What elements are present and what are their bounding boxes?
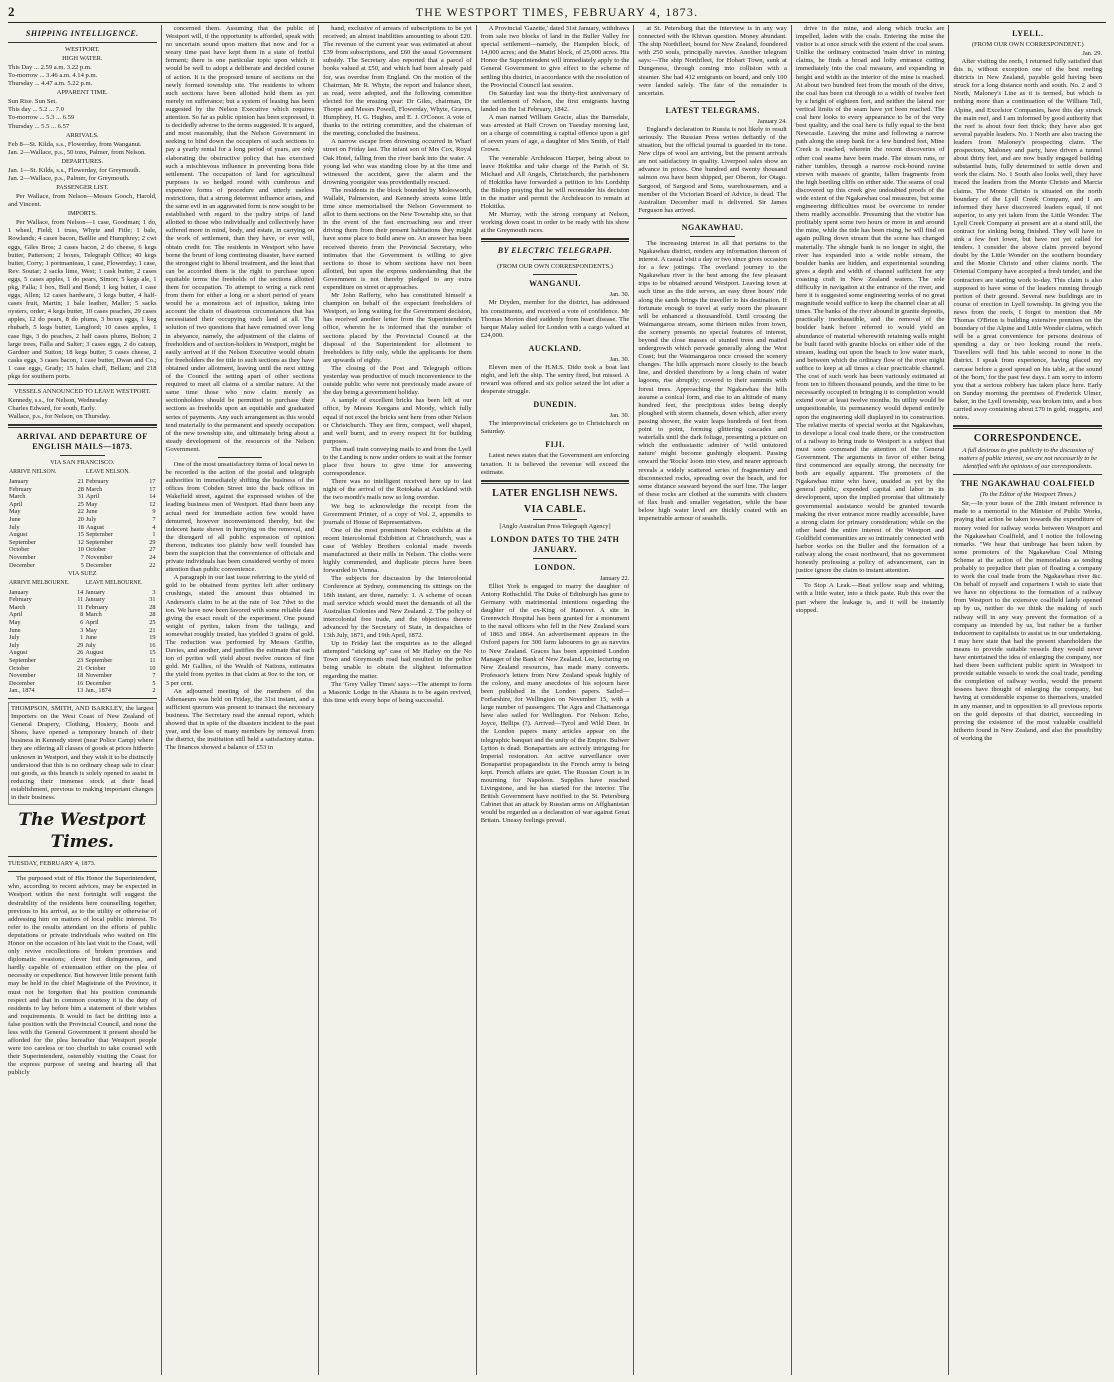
mail-cell: May: [9, 508, 21, 516]
mail-cell: September: [85, 657, 113, 665]
mail-cell: 17: [149, 477, 156, 485]
mail-cell: 9: [152, 508, 156, 516]
mail-cell: November: [9, 553, 36, 561]
departures-heading: DEPARTURES.: [61, 157, 104, 165]
shipping-heading: SHIPPING INTELLIGENCE.: [25, 29, 139, 38]
latest-telegrams-text: England's declaration to Russia is not likely to result seriously. The Russian Press writes defiantly of the situation, but the official journal is guarded in its tone. New clips of wool are arriving, but the present arrivals are not satisfactory in quality. Liverpool sales show an advance in prices. One hundred and twenty thousand salmon ova have been shipped, per Oberon, for Otago. Sargood, of Sargood and Sons, warehousemen, and a member of the Victorian Board of Advice, is dead. The Australian December mail is delivered. Sir James Ferguson has arrived.: [638, 125, 787, 214]
telegraph-subheading: (FROM OUR OWN CORRESPONDENTS.): [497, 263, 613, 271]
mail-cell: 28: [149, 603, 156, 611]
mail-cell: 14: [149, 493, 156, 501]
mail-cell: 16: [77, 679, 84, 687]
mail-row: [8, 493, 157, 501]
mail-cell: 19: [149, 634, 156, 642]
mail-cell: July: [9, 523, 20, 531]
wanganui-date: Jan. 30.: [609, 291, 630, 299]
column-5: [633, 25, 791, 1375]
london-text: Elliot York is engaged to marry the daughter of Antony Rothschild. The Duke of Edinburgh has gone to Germany with matrimonial intentions regarding the daughter of the ex-King of Hanover. A site in Greenwich Hospital has been granted for a monument to the naval officers who fell in the New Zealand wars of 1863 and 1864. An advertisement appears in the Oxford papers for 300 farm labourers to go as navvies to New Zealand. Graces has been appointed London Manager of the Bank of New Zealand. Lee, lecturing on New Zealand resources, has made many converts. Professor's letters from New Zealand speak highly of the colony, and many anecdotes of his sojourn have been published in the London papers. Sailed—Forfarshire, for Wellington on November 15, with a large number of passengers. The Agra and Chattanooga have also sailed for Wellington. For Nelson: Echo, Joyce, Hellips (?). Arrived—Tyrol and Wild Deer. In the London papers many articles appear on the telegraphic banquet and the unity of the Empire. Bulwer Lytton is dead. Bonapartists are actively intriguing for Imperial restoration. An active surveillance over Bonapartist propagandists in the French army is being kept. French affairs are quiet. The Russian Court is in mourning for Napoleon. Supplies have reached Livingstone, and he has started for the interior. The British Government have notified to the St. Petersburg Cabinet that an attack by Russian arms on Affghanistan would be regarded as a declaration of war against Great Britain. Uneasy feelings prevail.: [480, 582, 630, 825]
column-7: [948, 25, 1106, 1375]
dunedin-date: Jan. 30.: [609, 412, 630, 420]
mail-cell: 1: [152, 531, 156, 539]
mail-cell: October: [85, 546, 107, 554]
mail-row: [8, 589, 157, 597]
advert-text: THOMPSON, SMITH, AND BARKLEY, the largest Importers on the West Coast of New Zealand of General Drapery, Clothing, Hosiery, Boots and Shoes, have opened a temporary branch of their business in Kennedy street (near Police Camp) where they are offering all classes of goods at prices hitherto unknown in Westport, and they wish it to be distinctly understood that this is no ordinary cheap sale to clear out goods, as this branch is solely opened to assist in reducing their immense stock at their head establishment, previous to making important changes in their business.: [11, 705, 154, 802]
article-post-closing: The closing of the Post and Telegraph offices yesterday was productive of much inconvenience to the outside public who were not previously made aware of the day being a government holiday.: [323, 364, 472, 397]
mail-cell: 3: [152, 588, 156, 596]
article-rafferty: Mr John Rafferty, who has constituted himself a champion on behalf of the expectant freeholders of Westport, so long waiting for the Government decision, has received another letter from the Superintendent's office, wherein he is informed that the number of sections placed by the Provincial Council at the disposal of the Superintendent for allotment to freeholders is fifty only, while the applicants for them are upwards of eighty.: [323, 292, 472, 364]
article-tenure: concerned them. Assuming that the public of Westport will, if the opportunity is afforded, speak with no uncertain sound upon matters that now and for a weary time past have kept them in a state of fretful ferment; there is one particular topic upon which it would be well to adopt a deliberate and decided course of action. It is the proposed tenure of sections on the newly formed township site. The residents to whom such sections have been allotted hold them as yet merely on sufferance; but a system of leasing has been suggested by the Nelson Executive which requires attention. So far as public opinion has been expressed, it is decidedly adverse to the terms suggested. It is argued, and most reasonably, that the Nelson Government in seeking to bind down the occupiers of such sections to pay a yearly rental for a long period of years, are only elaborating the obstructive policy that has exercised such a mischievous influence in preventing bona fide settlement. The occupation of land for agricultural purposes is so hedged round with cumbrous and expensive forms of procedure and utterly useless restrictions, that a strong deterrent influence arises, and the same evil in an aggravated form is now sought to be established with regard to the paltry strips of land allotted to those who individually and collectively have suffered more in mind, body, and estate, in carrying on the work of settlement, than they have, or ever will, obtain credit for. The residents in Westport who have borne the brunt of long continuing disaster, have earned the strongest right to liberal treatment, and the least that can be accorded them is the right to purchase upon equitable terms the freeholds of the sections allotted them for occupation. To attempt to wring a rack rent from them for either a long or a short period of years would be a monstrous act of injustice, taking into account the chain of disastrous circumstances that has necessitated their occupying such land at all. The solution of two questions that have remained over long in abeyance, namely, the adjustment of the claims of freeholders and of section-holders in Westport, might be easily arrived at if the Nelson Executive would obtain for freeholders the fee title to such sections as they have obtained under allotment, leaving until the next sitting of the Council the setting apart of other sections required to meet all claims of a similar nature. At the same time those who now claim merely as sectionholders should be permitted to purchase their sections as freeholds upon an equitable and graduated series of payments. Any such arrangement as this would tend materially to the permanent and speedy occupation of the new township site, and ultimately bring about a steady development of the resources of the Nelson Government.: [165, 25, 315, 453]
mail-row: [8, 596, 157, 604]
wanganui-heading: WANGANUI.: [529, 279, 581, 289]
mail-cell: March: [9, 603, 26, 611]
article-pyrites: A paragraph in our last issue referring to the yield of gold to be obtained from pyrites left after ordinary crushings, stated the amount thus obtained in Anderson's claim to be at the rate of 1oz 7dwt to the ton. We have now been favored with some reliable data giving the exact result of the experiment. One pound weight of pyrites, taken from the tailings, and somewhat roughly treated, has yielded 3 grains of gold. The reduction was performed by Messrs Griffin, Davies, and another, and justifies the estimate that each ton of pyrites will yield about twelve ounces of fine gold. Mr Gallies, of the Wealth of Nations, estimates the yield from pyrites in that claim at 9oz to the ton, or 3 per cent.: [165, 574, 315, 687]
departures-text: Jan. 1—St. Kilds, s.s., Flowerday, for Greymouth. Jan. 2—Wallace, p.s., Palmer, for Greymouth.: [8, 166, 141, 182]
ngakawhau-heading: NGAKAWHAU.: [681, 222, 744, 232]
newspaper-title-date: THE WESTPORT TIMES, FEBRUARY 4, 1873.: [415, 5, 699, 19]
mail-cell: December: [85, 679, 112, 687]
column-4: [476, 25, 634, 1375]
mail-cell: February: [85, 477, 109, 485]
mail-cell: 5: [80, 561, 84, 569]
column-6: [791, 25, 949, 1375]
sf-col-arrive: ARRIVE NELSON.: [9, 469, 57, 476]
mail-cell: 22: [149, 561, 156, 569]
mail-cell: August: [85, 649, 104, 657]
mail-cell: 20: [77, 515, 84, 523]
mail-cell: 28: [77, 485, 84, 493]
article-bricks: A sample of excellent bricks has been left at our office, by Messrs Keegans and Moody, which fully equal if not excel the bricks sent here from other Nelson or Christchurch. They are firm, compact, well shaped, and well burnt, and in every respect fit for building purposes.: [323, 397, 472, 445]
mail-cell: 11: [149, 657, 156, 665]
mail-row: [8, 554, 157, 562]
wanganui-text: Mr Dryden, member for the district, has addressed his constituents, and received a vote of confidence. Mr Thomas Morton died suddenly from heart disease. The barque Malay sailed for London with a cargo valued at £24,000.: [480, 299, 630, 339]
mail-cell: 15: [149, 649, 156, 657]
column-1: [8, 25, 161, 1375]
correspondence-note: A full desirous to give publicity to the discussion of matters of public interest, we are not necessarily to be identified with the opinions of our correspondents.: [958, 447, 1097, 471]
fiji-text: Latest news states that the Government are enforcing taxation. It is believed the revenue will exceed the estimate.: [480, 452, 630, 476]
mail-cell: August: [9, 531, 28, 539]
article-masonic: The 'Grey Valley Times' says:—The attempt to form a Masonic Lodge in the Ahaura is to be again revived, this time with every hope of being successful.: [323, 680, 472, 704]
mail-row: [8, 486, 157, 494]
dunedin-heading: DUNEDIN.: [533, 400, 577, 410]
mail-cell: April: [85, 619, 99, 627]
paper-date: TUESDAY, FEBRUARY 4, 1873.: [8, 860, 96, 868]
mail-cell: January: [9, 588, 29, 596]
mail-cell: 21: [149, 626, 156, 634]
mail-cell: April: [85, 493, 100, 501]
auckland-date: Jan. 30.: [609, 355, 630, 363]
article-athenaeum: An adjourned meeting of the members of the Athenaeum was held on Friday, the 31st instant, and a sufficient quorum was present to transact the necessary business. The Secretary read the annual report, which showed that in spite of the disasters incident to the past year, and the loss of many members by removal from the district, the institution still held a satisfactory status. The finances showed a balance of £53 in: [165, 687, 315, 752]
mail-cell: December: [9, 561, 35, 569]
suez-col-arrive: ARRIVE MELBOURNE.: [9, 580, 70, 587]
mail-row: [8, 531, 157, 539]
mail-cell: 17: [149, 485, 156, 493]
mail-cell: 28: [149, 611, 156, 619]
mail-cell: April: [9, 611, 23, 619]
mail-cell: December: [9, 679, 35, 687]
mail-cell: April: [9, 500, 23, 508]
port-heading: WESTPORT.: [65, 46, 100, 53]
later-news-heading: LATER ENGLISH NEWS.: [492, 487, 618, 499]
thompson-smith-advert: [8, 702, 157, 805]
mail-cell: Jan., 1874: [9, 687, 35, 695]
mail-cell: October: [9, 546, 30, 554]
mail-cell: 7: [152, 672, 156, 680]
suez-col-leave: LEAVE MELBOURNE.: [85, 580, 143, 587]
auckland-text: Eleven men of the H.M.S. Dido took a boat last night, and left the ship. The sentry fired, but missed. A reward was offered and six police seized the lot after a desperate struggle.: [480, 363, 630, 396]
passenger-list-heading: PASSENGER LIST.: [56, 184, 109, 192]
article-drowning: A narrow escape from drowning occurred in Wharf street on Friday last. The infant son of Mrs Cox, Royal Oak Hotel, falling from the river bank into the water. A young lad who was standing close by at the time and witnessed the accident, gave the alarm and the drowning youngster was providentially rescued.: [323, 138, 472, 186]
latest-telegrams-heading: LATEST TELEGRAMS.: [665, 105, 760, 115]
mail-cell: Jan., 1874: [85, 687, 112, 695]
lyell-subheading: (FROM OUR OWN CORRESPONDENT.): [971, 41, 1084, 48]
vessels-heading: VESSELS ANNOUNCED TO LEAVE WESTPORT.: [14, 388, 151, 396]
mail-cell: 31: [77, 493, 84, 501]
mail-cell: June: [85, 508, 98, 516]
mail-cell: 27: [149, 546, 156, 554]
coalfield-subheading: (To the Editor of the Westport Times.): [979, 491, 1076, 499]
mail-cell: September: [85, 538, 113, 546]
mail-cell: 3: [80, 626, 84, 634]
mail-cell: 18: [77, 672, 84, 680]
mail-cell: 22: [77, 508, 84, 516]
mail-cell: January: [85, 588, 105, 596]
column-3: [318, 25, 476, 1375]
mail-cell: August: [85, 523, 105, 531]
mail-cell: 10: [77, 546, 84, 554]
auckland-heading: AUCKLAND.: [528, 343, 582, 353]
mail-row: [8, 672, 157, 680]
mail-cell: July: [9, 641, 20, 649]
mail-row: [8, 634, 157, 642]
arrivals-heading: ARRIVALS.: [65, 131, 99, 139]
article-rotokaha: There was no intelligent received here up to last night of the arrival of the Rotokaha at Auckland with the two month's mails now so long overdue.: [323, 478, 472, 502]
mail-cell: 21: [77, 477, 84, 485]
article-receipt: We beg to acknowledge the receipt from the Government Printer, of a copy of Vol. 2, appendix to journals of House of Representatives.: [323, 502, 472, 526]
ngakawhau-text: The increasing interest in all that pertains to the Ngakawhau district, renders any information thereon of interest. A casual visit a day or two since gives occasion for a few jottings. The overland journey to the Ngakawhau river is the best among the few pleasant trips to be obtained around Westport. Leaving town at such time as the tide serves, an easy three hours' ride along the sands brings the traveller to his destination. If fortunate enough to travel at early morn the pleasure will be enhanced a thousandfold. Until crossing the Waimangaroa stream, some thirteen miles from town, the scenery presents no special features of interest, beyond the close masses of stunted trees and matted undergrowth which pervade generally along the West Coast; but the Waimangaroa once crossed the scenery changes. The hills approach more closely to the beach line, and divided therefrom by a long chain of water lagoons, rise abruptly; covered to their summits with forest trees. Approaching the Ngakawhau the hills assume a conical form, and rise to an altitude of many hundred feet, the precipitous sides being deeply ploughed with storm channels, down which, after every passing shower, the water leaps hundreds of feet from point to point, forming glittering cascades and waterfalls until the dark foliage, presenting a picture on which the enthusiastic admirer of 'wild untutored nature' might become gushingly eloquent. Passing onward the 'Rocks' loom into view, and nearer approach reveals a widely scattered series of fragmentary and disconnected rocks, spreading over the beach, and for some distance seaward beyond the surf line. The larger of these rocks are clothed at the summits with clusters of flax bush and smaller vegetation, while the base below high water level are thickly coated with an impenetrable armour of seashells.: [638, 239, 787, 523]
mail-row: [8, 687, 157, 695]
arrivals-text: Feb 8—St. Kilda, s.s., Flowerday, from Wanganui. Jan. 2—Wallace, p.s., 50 tons, Palmer, from Nelson.: [8, 140, 146, 156]
mail-cell: 12: [77, 538, 84, 546]
via-cable-heading: VIA CABLE.: [523, 503, 587, 515]
mail-row: [8, 524, 157, 532]
article-sections: The residents in the block bounded by Molesworth, Wallabi, Palmerston, and Kennedy streets some little time since memorialised the Nelson Government to allot to them sections on the New Township site, so that in the event of the fast encroaching sea and river driving them from their present habitations they might have some place to build anew on. An answer has been received thereto from the Provincial Secretary, who intimates that the Government is willing to give sections to those to whom sections have not been allotted, but upon the express understanding that the Government is not thereby pledged to any extra expenditure on street or approaches.: [323, 186, 472, 291]
london-dates-heading: LONDON DATES TO THE 24TH JANUARY.: [490, 534, 620, 554]
mail-cell: February: [9, 596, 32, 604]
mail-cell: 1: [80, 634, 84, 642]
mail-cell: January: [9, 477, 29, 485]
mail-row: [8, 539, 157, 547]
telegraph-heading: BY ELECTRIC TELEGRAPH.: [497, 246, 613, 256]
mail-cell: July: [85, 515, 97, 523]
correspondence-heading: CORRESPONDENCE.: [973, 433, 1082, 445]
mail-cell: May: [85, 500, 98, 508]
mail-cell: September: [9, 538, 36, 546]
apparent-time-heading: APPARENT TIME.: [56, 89, 108, 97]
sf-col-leave: LEAVE NELSON.: [85, 469, 130, 476]
latest-telegrams-date: January 24.: [757, 117, 787, 125]
mail-row: [8, 649, 157, 657]
mail-row: [8, 627, 157, 635]
via-suez-heading: VIA SUEZ: [67, 570, 97, 578]
mail-cell: 4: [152, 523, 156, 531]
passenger-list-text: Per Wallace, from Nelson—Messrs Gooch, Harold, and Vincent.: [8, 193, 157, 209]
mail-cell: January: [85, 596, 105, 604]
mail-cell: February: [9, 485, 32, 493]
mail-cell: 7: [80, 553, 84, 561]
london-heading: LONDON.: [534, 562, 576, 572]
mail-cell: 14: [77, 588, 84, 596]
mail-cell: September: [85, 531, 113, 539]
mail-row: [8, 665, 157, 673]
mail-cell: 25: [77, 500, 84, 508]
article-mail-train: The mail train conveying mails to and from the Lyell to the Landing is now under orders to wait at the former place five hours to give time for answering correspondence.: [323, 445, 472, 478]
mail-row: [8, 516, 157, 524]
mail-cell: 29: [149, 538, 156, 546]
lyell-text: After visiting the reefs, I returned fully satisfied that this is, without exception one of the best reefing districts in New Zealand, payable gold having been struck for a long distance north and south. No. 2 and 3 North, Maloney's Line as it is termed, but which is nothing more than a continuation of the William Tell, Alpine, and Excelsior Companies, have this day struck the main reef, and I am informed by good authority that the reef is about four feet thick; they have also got several payable leaders. No. 1 North are also tracing the leaders from Maloney's prospecting claim. The prospectors, Maloney and party, have driven a tunnel about thirty feet, and are now busily engaged building substantial huts, fully determined to settle down and work the claim. No. 1 South also looks well, they have traced the leaders from the Monte Christo and Marcia claims. The Monte Christo is situated on the north boundary of the Lyell Creek Company, and I am informed they have discovered leaders equal, if not superior, to any yet taken from the Little Wonder. The Lyell Creek Company at present are at a stand still, the contract for sinking being finished. They will have to sink a few feet lower, but have not yet called for tenders. I consider the above claim proved beyond doubt by the Little Wonder on the southern boundary and the Monte Christo and other claims north. The Oriental Company have accepted a fresh tender, and the contractors are starting work to-day. This claim is also supposed to have some of the leaders running through portion of their ground. Several new buildings are in course of erection in Lyell township. In giving you the news from the reefs, I forgot to mention that Mr Thomas O'Brien is building extensive premises on the boundary of the Alpine and Little Wonder claims, which will be a great convenience for persons desirous of spending a day or two looking round the reefs. Travellers will find his table second to none in the district. I speak from experience, having placed my carcase before a good spread on his table, at the sound of the 'horn,' for the past few days. I am sorry to inform you that a serious robbery has taken place here. Early on Sunday morning the premises of Frederick Ulmer, baker, in the Lyell township, was broken into, and a box carried away containing about £70 in gold, nuggets, and notes.: [953, 58, 1103, 422]
mail-cell: 2: [152, 687, 156, 695]
mail-cell: October: [85, 664, 106, 672]
mail-row: [8, 619, 157, 627]
mail-cell: March: [85, 485, 103, 493]
article-anniversary: On Saturday last was the thirty-first anniversary of the settlement of Nelson, the first emigrants having landed on the 1st February, 1842.: [480, 89, 630, 113]
mail-cell: 11: [77, 596, 84, 604]
article-conference: The subjects for discussion by the Intercolonial Conference at Sydney, commencing its sittings on the 18th instant, are three, namely: 1. A scheme of ocean mail service which would meet the demands of all the Australian Colonies and New Zealand. 2. The policy of intercolonial free trade, and the objections thereto advanced by the Secretary of State, in despatches of 13th July, 1871, and 19th April, 1872.: [323, 575, 472, 640]
mail-row: [8, 680, 157, 688]
mail-cell: June: [9, 626, 21, 634]
mail-cell: 31: [149, 596, 156, 604]
apparent-times: Sun Rise. Sun Set. This day ... 5.2 ... 7.0 To-morrow ... 5.3 ... 6.59 Thursday ... 5.5 ... 6.57: [8, 98, 75, 130]
mail-cell: 18: [77, 523, 84, 531]
mail-row: [8, 546, 157, 554]
mail-cell: June: [9, 515, 21, 523]
mail-cell: March: [9, 493, 26, 501]
mail-cell: 12: [149, 500, 156, 508]
mail-cell: 11: [77, 603, 84, 611]
column-2: [161, 25, 319, 1375]
high-water-heading: HIGH WATER.: [62, 55, 103, 62]
lyell-date: Jan. 29.: [1082, 50, 1103, 57]
mail-cell: 23: [77, 657, 84, 665]
vessels-text: Kennedy, s.s., for Nelson, Wednesday Charles Edward, for south, Early. Wallace, p.s., for Nelson, on Thursday.: [8, 397, 111, 421]
mail-cell: 29: [77, 641, 84, 649]
via-sf-heading: VIA SAN FRANCISCO.: [50, 459, 115, 467]
coalfield-heading: THE NGAKAWHAU COALFIELD: [960, 479, 1096, 489]
mail-cell: February: [85, 603, 109, 611]
mail-cell: 25: [149, 619, 156, 627]
mail-cell: 5: [152, 679, 156, 687]
imports-heading: IMPORTS.: [67, 210, 97, 218]
fiji-heading: FIJI.: [545, 440, 565, 450]
mail-cell: 16: [149, 641, 156, 649]
suez-mail-table: [8, 579, 157, 695]
mail-cell: 10: [149, 664, 156, 672]
press-agency: [Anglo Australian Press Telegraph Agency]: [499, 522, 611, 530]
mail-cell: May: [85, 626, 97, 634]
mail-cell: 7: [152, 515, 156, 523]
mail-row: [8, 501, 157, 509]
mail-cell: 6: [80, 619, 84, 627]
mail-cell: 13: [77, 687, 84, 695]
mail-cell: August: [9, 649, 28, 657]
mail-cell: July: [9, 634, 20, 642]
article-arrest: A man named William Gracie, alias the Barnsdale, was arrested at Half Crown on Tuesday morning last, on a charge of committing a capital offence upon a girl of seven years of age, a daughter of Mrs Smith, of Half Crown.: [480, 114, 630, 154]
mail-cell: 21: [77, 664, 84, 672]
london-date: January 22.: [599, 574, 630, 582]
mail-cell: November: [9, 672, 36, 680]
mail-cell: September: [9, 657, 36, 665]
mail-cell: December: [85, 561, 112, 569]
article-archdeacon: The venerable Archdeacon Harper, being about to leave Hokitika and take charge of the Parish of St. Michael and All Angels, Christchurch, the parishoners of Hokitika have forwarded a petition to his Lordship the Bishop praying that he will reconsider his decision in the matter and permit the Archdeacon to remain at Hokitika.: [480, 154, 630, 211]
london-text-cont: at St. Petersburg that the interview is in any way connected with the Khivan question. Money abundant. The ship Northfleet, bound for New Zealand, foundered with 250 souls, principally navvies. Another telegram says:—The ship Northfleet, for Hobart Town, sunk at Dungeness, through coming into collision with a steamer. She had 412 emigrants on board, and only 100 were landed safely. The fate of the remainder is uncertain.: [638, 25, 787, 97]
coalfield-letter: Sir,—In your issue of the 28th instant reference is made to a memorial to the Minister of Public Works, praying that action be taken towards the expenditure of money voted for railway works between Westport and the Ngakawhau Coalfield, and I notice the following remarks. "We hear that umbrage has been taken by some promoters of the Ngakawhau Coal Mining Scheme at the action of the memorialists as tending probably to prejudice their plan of floating a company to work the coal trade from the Ngakawhau river &c. On behalf of myself and copartners I wish to state that we have no objections to the formation of a railway from Westport to the extensive coalfield lately opened up by us, neither do we think the making of such railway will in any way prevent the formation of a company as intended by us, but rather be a further inducement to capitalists to assist us in our undertaking. I may here state that had the present shareholders the means to provide suitable vessels they would never have entertained the idea of enlarging the company, nor had there been sufficient public spirit in Westport to provide suitable vessels to work the coal trade, pending the completion of railway works, would the present lessees have thought of enlarging the company, but having at considerable expense to themselves, unaided in any manner, and in opposition to all previous reports on the gold deposits of that district, succeeding in proving the existence of the most valuable coalfield hitherto found in New Zealand, and also the possibility of working the: [953, 500, 1103, 742]
article-tweeds: One of the most prominent Nelson exhibits at the recent Intercolonial Exhibition at Christchurch, was a case of Webley Brothers colonial made tweeds manufactured at their mills in Nelson. The cloths were highly commended, and duplicate pieces have been forwarded to Vienna.: [323, 526, 472, 575]
mail-cell: 8: [80, 611, 84, 619]
mail-row: [8, 611, 157, 619]
mail-row: [8, 508, 157, 516]
ngakawhau-text-cont: drive in the mine, and along which trucks are impelled, laden with the coals. Entering the mine the visitor is at once struck with the extent of the coal seam. Unlike the ordinary contracted 'main drive' in mining claims, he finds a broad and lofty entrance cutting immediately into the coal measure, and expanding in height and width as the interior of the mine is reached. At about two hundred feet from the mouth of the drive, the coal has been cut through to a width of twelve feet by a height of eighteen feet, and neither the lateral nor vertical limits of the seam have yet been reached. The coal here looks to every appearance to be of the very best quality, and the coal here is fully equal to the best Newcastle. Leaving the mine and following a narrow path along the steep bank for a few hundred feet, Mine Creek is reached, wherein the recent discoveries of other coal seams have been made. The stream runs, or rather tumbles, through a narrow rock-bound ravine strewn with masses of granite, fallen fragments from the high beetling cliffs on either side. The seams of coal discovered up this creek give undoubted proofs of the wide extent of the Ngakawhau coal measures, but some engineering difficulties must be overcome to render them readily accessible. Presuming that the visitor has profitably spent some two hours or more in and around the mine, while the tide has been rising, he will find on again pulling down stream that the scene has changed materially. The shingle bank is no longer in sight, the river has expanded into a wide noble stream, the boulder banks are hidden, and experimental sounding gives a depth and width of channel sufficient for any coasting craft in New Zealand waters. The sole difficulty in navigation at the entrance of the river, and here it is suggested some engineering works of no great magnitude would suffice to keep the channel clear at all times. The banks of the river abound in granite deposits, practically inexhaustible, and the removal of the boulder bank before referred to would yield an abundance of material wherewith retaining walls might be built faced with granite blocks on either side of the stream, leading out upon the beach to low water mark, and between which the ordinary flow of the river might suffice to keep at all times a clear practicable channel. The cost of such work has been variously estimated at from ten to fifteen thousand pounds, and the time to be necessarily occupied in bringing it to completion would extend over at least twelve months. Its utility would be unquestionable, its permanency would depend entirely upon the engineering skill displayed in its construction. The relative merits of special works at the Ngakawhau, to develope a local coal trade there, or the construction of a railway to bring trade to Westport is a subject that must soon command the attention of the General Government. The arguments in favor of either being first commenced are equally strong, the necessity for both are equally apparent. The promoters of the Ngakawhau mine who have, unaided as yet by the general public, expended capital and labor in its development, upon the implied promise that ultimately governmental assistance would be granted towards making the river entrance more readily accessible, have a strong claim for primary consideration; while on the other hand the entire interest of the Westport and Goldfield communities are so intimately connected with harbor works on the Buller and the formation of a railway along the coast northward, that no government honestly professing a policy of advancement, can in justice ignore the claim to instant attention.: [795, 25, 945, 575]
mail-cell: October: [9, 664, 30, 672]
dunedin-text: The interprovincial cricketers go to Christchurch on Saturday.: [480, 420, 630, 436]
mail-cell: May: [9, 619, 21, 627]
mails-heading: ARRIVAL AND DEPARTURE OF ENGLISH MAILS—1873.: [16, 432, 148, 452]
mail-cell: June: [85, 634, 97, 642]
mail-cell: March: [85, 611, 102, 619]
article-athenaeum-cont: hand, exclusive of arrears of subscriptions to be yet received; an almost inabilities amounting to about £20. The revenue of the current year was estimated at about £39 from subscriptions, and £60 the usual Government subsidy. The Secretary also reported that a parcel of books valued at £50, and which had been already paid for, was overdue from England. On the motion of the Chairman, Mr R. Whyte, the report and balance sheet, as read, were adopted, and the following committee elected for the ensuing year: Dr Giles, chairman, Dr Thorpe and Messrs Powell, Flowerday, Whyte, Graves, Humphrey, H. G. Hughes, and E. J. O'Conor. A vote of thanks to the retiring committee, and the chairman of the meeting, concluded the business.: [323, 25, 472, 138]
mail-cell: July: [85, 641, 96, 649]
article-sticking-up: Up to Friday last the enquiries as to the alleged attempted "sticking up" case of Mr Harley on the No Town and Greymouth road had resulted in the police being unable to obtain the slightest information regarding the matter.: [323, 640, 472, 680]
masthead: [8, 4, 1106, 23]
paper-title: The Westport Times.: [18, 810, 147, 853]
mail-row: [8, 562, 157, 570]
mail-row: [8, 478, 157, 486]
mail-cell: 24: [149, 553, 156, 561]
mail-cell: 26: [77, 649, 84, 657]
mail-cell: 15: [77, 531, 84, 539]
sf-mail-table: [8, 468, 157, 569]
mail-cell: November: [85, 553, 113, 561]
page-number: 2: [8, 4, 15, 19]
article-murray: Mr Murray, with the strong company at Nelson, working down coast in order to be ready with his show at the Greymouth races.: [480, 211, 630, 235]
article-postal: One of the most unsatisfactory items of local news to be recorded is the action of the postal and telegraph authorities in immediately shifting the business of the offices from Cobden Street into the back offices in Wakefield street, against the expressed wishes of the leading business men of Westport. Had there been any actual need for immediate action few would have demurred, however inconvenienced thereby, but the indecent haste shewn in hurrying on the removal, and the disregard of all public expression of opinion thereon, indicates too plainly how well founded has been the suspicion that the convenience of officials and private individuals has been considered worthy of more attention than public convenience.: [165, 460, 315, 574]
imports-text: Per Wallace, from Nelson—1 case, Goodman; 1 do, 1 wheel, Field; 1 truss, Whyte and Fitle; 1 bale, Rowlands; 4 cases bacon, Baillie and Humphrey; 2 cwt eggs, Giles Bros; 2 cases bacon, 2 do cheese, 6 kegs butter, Patterson; 2 boxes, Telegraph Office; 40 kegs butter, Corry; 1 portmanteau, 1 case, Flowerday; 1 case, Rev. Soutar; 2 sacks lime, West; 1 cask butter, 2 cases eggs, 5 cases apples, 1 do pears, Simon; 5 kegs ale, 1 pkg, Falla; 1 box, Bull and Bond; 1 keg butter, 1 case eggs, Allen; 12 cases hardware, 3 kegs butter, 4 half-cases fruit, Martin; 1 bale leather, Maller; 5 sacks oysters, order; 4 kegs butter, 10 cases peaches, 29 cases apples, 12 do pears, 8 do plums, 3 boxes eggs, 1 keg rhubarb, 5 kegs butter, Langford; 10 cases apples, 1 case figs, 3 do peaches, 2 half cases plums, Bolton; 2 large trees, Falla and Salter; 3 cases eggs, 2 do catsup, Gardner and Sutton; 18 kegs butter, 5 cases cheese, 2 casks eggs, 3 cases bacon, 1 case butter, Dwan and Co.; 1 case eggs, Grady; 15 bales chaff, Bellam; and 218 pkgs for southern ports.: [8, 219, 157, 380]
columns: [8, 25, 1106, 1375]
lyell-heading: LYELL.: [1012, 29, 1044, 38]
mail-row: [8, 604, 157, 612]
mail-cell: November: [85, 672, 112, 680]
mail-row: [8, 642, 157, 650]
mail-row: [8, 657, 157, 665]
article-gazette: A Provincial 'Gazette,' dated 31st January, withdraws from sale two blocks of land in the Buller Valley for special settlement—namely, the Hampden block, of 14,000 acres; and the Matiri block, of 25,000 acres. His Honor the Superintendent will immediately apply to the General Government to give effect to the scheme of settling this district, in accordance with the resolution of the Provincial Council last session.: [480, 25, 630, 89]
stop-leak-notice: To Stop A Leak.—Beat yellow soap and whiting, with a little water, into a thick paste. Rub this over the part where the leakage is, and it will be instantly stopped.: [795, 582, 945, 614]
high-water-times: This Day ... 2.59 a.m. 3.22 p.m. To-morrow ... 3.46 a.m. 4.14 p.m. Thursday ... 4.47 a.m. 5.22 p.m.: [8, 64, 98, 88]
editorial-text: The purposed visit of His Honor the Superintendent, who, according to recent advices, may be expected in Westport within the next fortnight will suggest the desirability of the residents here counselling together, previous to his arrival, as to the utility or otherwise of addressing him on matters of local public interest. To refer to the results attendant on the efforts of public deputations or private individuals who waited on His Honor on the occasion of his last visit to the Coast, will only revive recollections of broken promises and diplomatic evasions; clever but disingenuous, and hardly capable of extenuation either on the plea of necessity or expedience. But however little present faith may be held in the chief Magistrate of the Province, it must not be forgotten that his position commands respect and that in common courtesy it is the duty of residents to lay before him a statement of their wishes and requirements. It would in fact be drifting into a false position with the Provincial Council, and none the less with the General Government it present should be afforded for the plea hereafter that Westport people were too careless or too churlish to take counsel with their Superintendent, ostensibly visiting the Coast for the express purpose of seeing and hearing all that publicly: [8, 875, 157, 1077]
